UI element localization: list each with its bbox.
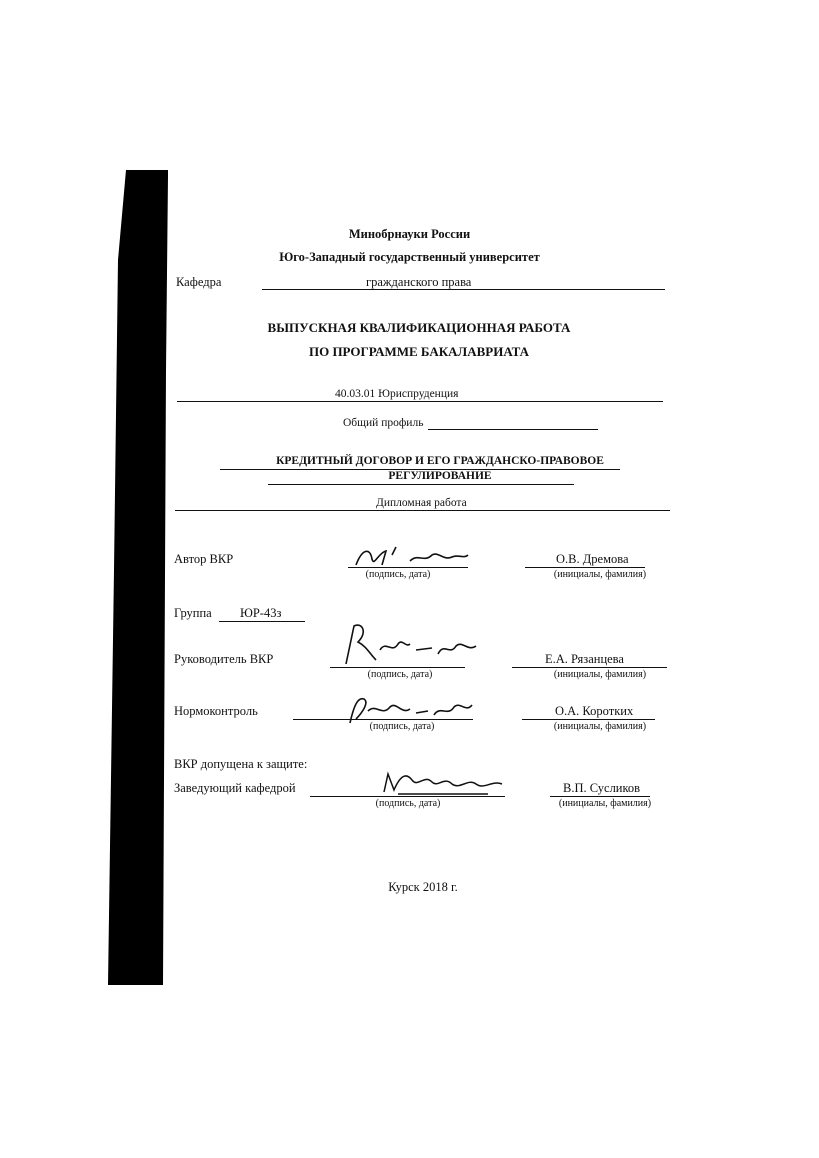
group-value: ЮР-43з [240,606,282,620]
group-underline [219,621,305,622]
ministry-name: Минобрнауки России [348,227,471,241]
university-name: Юго-Западный государственный университет [279,250,540,264]
head-label: Заведующий кафедрой [174,781,296,795]
program-underline [177,401,663,402]
profile-underline [428,429,598,430]
department-name: гражданского права [366,275,472,289]
document-title-line1: ВЫПУСКНАЯ КВАЛИФИКАЦИОННАЯ РАБОТА [267,320,571,335]
work-type: Дипломная работа [376,497,467,509]
document-title-line2: ПО ПРОГРАММЕ БАКАЛАВРИАТА [308,344,530,359]
topic-line2: РЕГУЛИРОВАНИЕ [388,470,492,482]
topic-underline-2 [268,484,574,485]
supervisor-name: Е.А. Рязанцева [545,652,624,666]
supervisor-signature [340,620,480,670]
author-signature [352,545,472,571]
author-name: О.В. Дремова [556,552,629,566]
normcontrol-label: Нормоконтроль [174,704,258,718]
supervisor-name-caption: (инициалы, фамилия) [553,669,647,680]
author-sign-caption: (подпись, дата) [365,569,431,580]
head-name: В.П. Сусликов [563,781,641,795]
head-sign-caption: (подпись, дата) [375,798,441,809]
author-name-line [525,567,645,568]
scan-shadow-edge [108,170,168,985]
supervisor-label: Руководитель ВКР [174,652,274,666]
author-label: Автор ВКР [174,552,234,566]
author-name-caption: (инициалы, фамилия) [553,569,647,580]
head-signature [378,768,508,798]
profile-label: Общий профиль [343,417,424,429]
program-code-name: 40.03.01 Юриспруденция [335,388,459,400]
supervisor-sign-caption: (подпись, дата) [367,669,433,680]
city-year: Курск 2018 г. [388,880,458,894]
group-label: Группа [174,606,212,620]
admitted-to-defense: ВКР допущена к защите: [174,757,308,771]
normcontrol-name: О.А. Коротких [555,704,634,718]
work-type-underline [175,510,670,511]
topic-line1: КРЕДИТНЫЙ ДОГОВОР И ЕГО ГРАЖДАНСКО-ПРАВОВОЕ [276,455,604,467]
supervisor-name-line [512,667,667,668]
normcontrol-name-caption: (инициалы, фамилия) [553,721,647,732]
head-name-caption: (инициалы, фамилия) [558,798,652,809]
department-label: Кафедра [176,275,222,289]
head-name-line [550,796,650,797]
normcontrol-name-line [522,719,655,720]
normcontrol-sign-caption: (подпись, дата) [369,721,435,732]
